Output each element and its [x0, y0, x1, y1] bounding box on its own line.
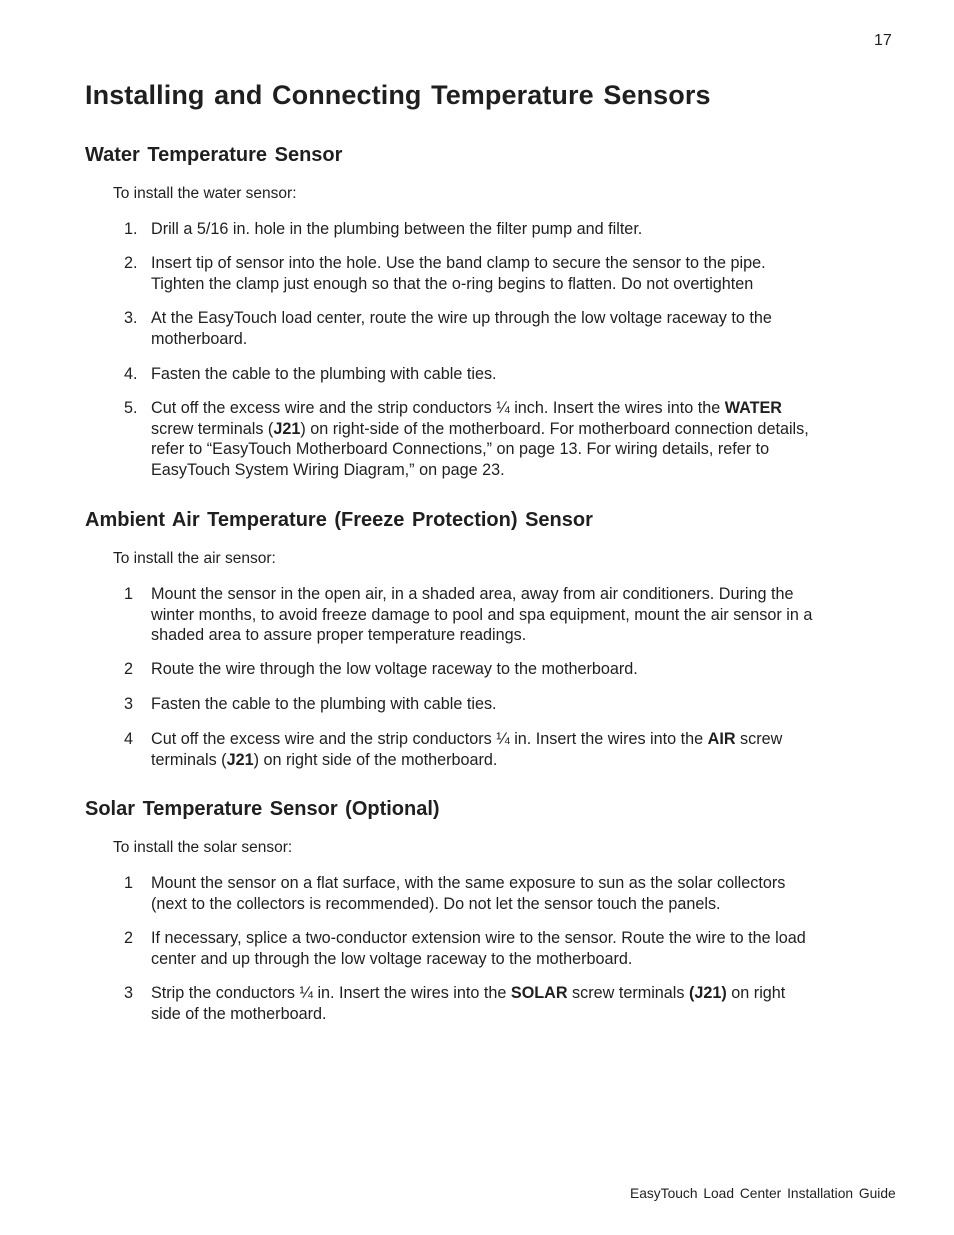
step-number: 3.	[124, 309, 138, 327]
water-intro: To install the water sensor:	[113, 185, 297, 202]
page-title: Installing and Connecting Temperature Sensors	[85, 80, 711, 110]
step-text: Mount the sensor in the open air, in a shaded area, away from air conditioners. During the winter months, to avoid freeze damage to pool and spa equipment, mount the air sensor in a shaded area to assure proper temperature readings.	[151, 585, 813, 645]
step-number: 2	[124, 660, 134, 678]
step-number: 1	[124, 874, 134, 892]
page-number: 17	[874, 32, 892, 49]
step-number: 2	[124, 929, 134, 947]
step-text: If necessary, splice a two-conductor extension wire to the sensor. Route the wire to the load center and up through the low voltage raceway to the motherboard.	[151, 929, 806, 968]
water-heading: Water Temperature Sensor	[85, 144, 343, 166]
footer-text: EasyTouch Load Center Installation Guide	[630, 1186, 896, 1201]
step-number: 1	[124, 585, 134, 603]
step-text: Strip the conductors ¼ in. Insert the wires into the SOLAR screw terminals (J21) on right side of the motherboard.	[151, 984, 786, 1023]
solar-heading: Solar Temperature Sensor (Optional)	[85, 798, 440, 820]
solar-intro: To install the solar sensor:	[113, 839, 293, 856]
step-text: Mount the sensor on a flat surface, with the same exposure to sun as the solar collectors (next to the collectors is recommended). Do not let the sensor touch the panels.	[151, 874, 786, 913]
step-number: 1.	[124, 220, 138, 238]
step-text: Route the wire through the low voltage raceway to the motherboard.	[151, 660, 638, 678]
water-section	[85, 144, 885, 479]
step-text: Insert tip of sensor into the hole. Use the band clamp to secure the sensor to the pipe. Tighten the clamp just enough so that the o-ring begins to flatten. Do not overtighten	[151, 254, 766, 293]
step-number: 4.	[124, 365, 138, 383]
air-heading: Ambient Air Temperature (Freeze Protection) Sensor	[85, 509, 593, 531]
step-number: 4	[124, 730, 134, 748]
step-text: Fasten the cable to the plumbing with cable ties.	[151, 695, 497, 713]
step-text: Drill a 5/16 in. hole in the plumbing between the filter pump and filter.	[151, 220, 643, 238]
step-text: Cut off the excess wire and the strip conductors ¼ inch. Insert the wires into the WATER screw terminals (J21) on right-side of the motherboard. For motherboard connection details, refer to “EasyTouch Motherboard Connections,” on page 13. For wiring details, refer to EasyTouch System Wiring Diagram,” on page 23.	[151, 399, 809, 479]
step-number: 2.	[124, 254, 138, 272]
air-intro: To install the air sensor:	[113, 550, 276, 567]
air-section	[85, 509, 885, 769]
step-text: At the EasyTouch load center, route the wire up through the low voltage raceway to the motherboard.	[151, 309, 772, 348]
step-number: 5.	[124, 399, 138, 417]
step-text: Cut off the excess wire and the strip conductors ¼ in. Insert the wires into the AIR screw terminals (J21) on right side of the motherboard.	[151, 730, 783, 769]
step-text: Fasten the cable to the plumbing with cable ties.	[151, 365, 497, 383]
step-number: 3	[124, 695, 134, 713]
step-number: 3	[124, 984, 134, 1002]
solar-section	[85, 798, 885, 1023]
